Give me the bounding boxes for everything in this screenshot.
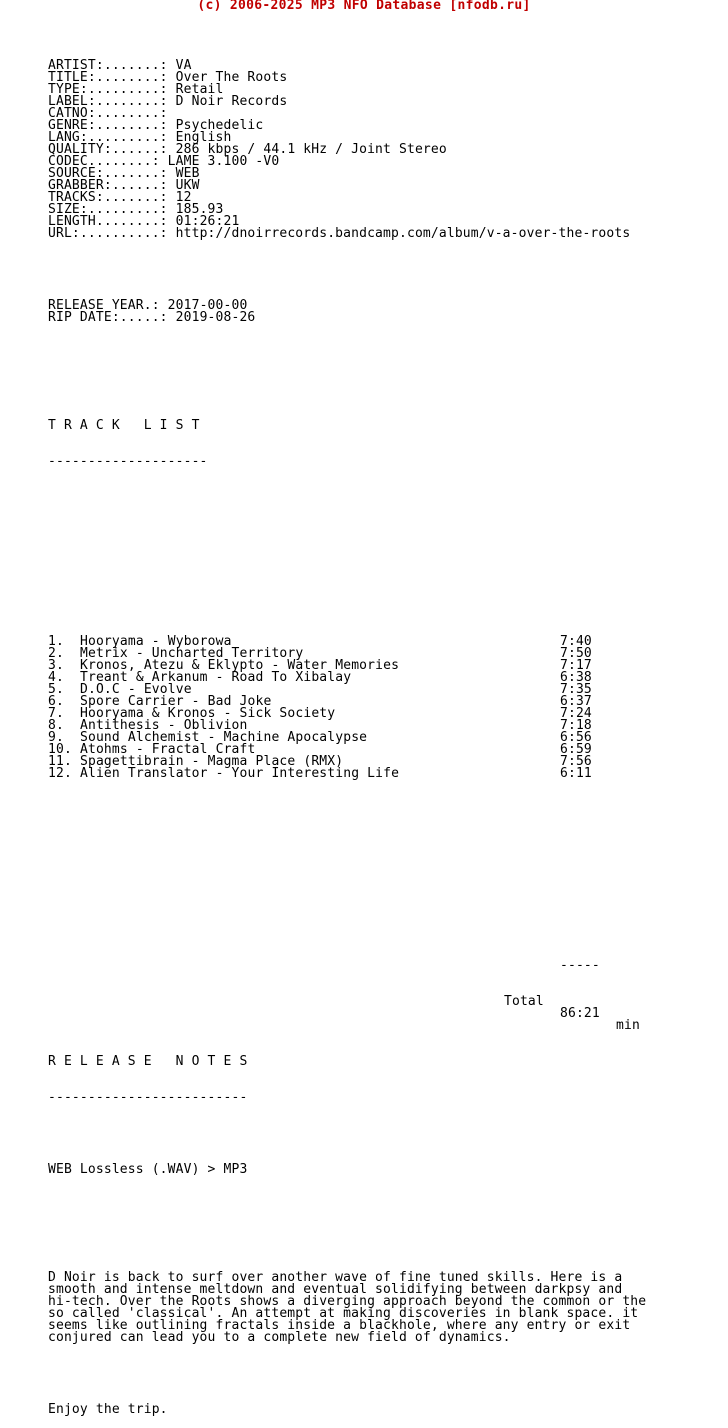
track-title: Spagettibrain - Magma Place (RMX) — [80, 754, 344, 769]
info-value: Over The Roots — [175, 70, 288, 85]
track-title: Antithesis - Oblivion — [80, 718, 248, 733]
info-row — [48, 228, 708, 240]
info-value: D Noir Records — [175, 94, 288, 109]
info-label: QUALITY:......: — [48, 142, 168, 157]
release-notes-underline: ------------------------- — [48, 1090, 248, 1105]
date-value: 2017-00-00 — [167, 298, 248, 313]
info-value: 185.93 — [175, 202, 224, 217]
info-value: UKW — [175, 178, 200, 193]
track-duration: 7:40 — [560, 634, 592, 649]
track-number: 10. — [48, 742, 72, 757]
notes-line: so called 'classical'. An attempt at making discoveries in blank space. it — [48, 1306, 639, 1321]
track-duration: 7:18 — [560, 718, 592, 733]
track-title: Treant & Arkanum - Road To Xibalay — [80, 670, 352, 685]
notes-line: smooth and intense meltdown and eventual solidifying between darkpsy and — [48, 1282, 623, 1297]
info-label: GRABBER:......: — [48, 178, 168, 193]
site-credit-header: (c) 2006-2025 MP3 NFO Database [nfodb.ru] — [197, 0, 531, 13]
info-value: 286 kbps / 44.1 kHz / Joint Stereo — [175, 142, 447, 157]
track-title: D.O.C - Evolve — [80, 682, 192, 697]
track-number: 5. — [48, 682, 64, 697]
track-title: Spore Carrier - Bad Joke — [80, 694, 272, 709]
track-number: 7. — [48, 706, 64, 721]
track-title: Alien Translator - Your Interesting Life — [80, 766, 400, 781]
info-label: SIZE:.........: — [48, 202, 168, 217]
info-value: LAME 3.100 -V0 — [167, 154, 280, 169]
track-duration: 6:37 — [560, 694, 592, 709]
release-notes-paragraph — [48, 1272, 708, 1344]
info-value: 12 — [175, 190, 192, 205]
tracklist-underline: -------------------- — [48, 454, 208, 469]
track-duration: 7:56 — [560, 754, 592, 769]
info-label: ARTIST:.......: — [48, 58, 168, 73]
date-label: RIP DATE:.....: — [48, 310, 168, 325]
info-label: TYPE:.........: — [48, 82, 168, 97]
info-value: 01:26:21 — [175, 214, 240, 229]
total-separator: ----- — [560, 958, 600, 973]
track-title: Metrix - Uncharted Territory — [80, 646, 304, 661]
info-label: TITLE:........: — [48, 70, 168, 85]
info-label: GENRE:........: — [48, 118, 168, 133]
track-title: Hooryama & Kronos - Sick Society — [80, 706, 336, 721]
info-label: LANG:.........: — [48, 130, 168, 145]
track-duration: 7:17 — [560, 658, 592, 673]
info-label: TRACKS:.......: — [48, 190, 168, 205]
info-label: CODEC........: — [48, 154, 160, 169]
info-label: LENGTH........: — [48, 214, 168, 229]
date-value: 2019-08-26 — [175, 310, 256, 325]
track-title: Sound Alchemist - Machine Apocalypse — [80, 730, 368, 745]
notes-line: hi-tech. Over the Roots shows a diverging approach beyond the common or the — [48, 1294, 647, 1309]
track-number: 3. — [48, 658, 64, 673]
track-list — [48, 636, 708, 780]
info-label: URL:..........: — [48, 226, 168, 241]
track-duration: 6:59 — [560, 742, 592, 757]
track-title: Atohms - Fractal Craft — [80, 742, 256, 757]
total-unit: min — [616, 1018, 640, 1033]
tracklist-heading: T R A C K L I S T — [48, 418, 200, 433]
track-title: Hooryama - Wyborowa — [80, 634, 232, 649]
track-number: 12. — [48, 766, 72, 781]
release-notes-heading: R E L E A S E N O T E S — [48, 1054, 248, 1069]
track-number: 8. — [48, 718, 64, 733]
format-line: WEB Lossless (.WAV) > MP3 — [48, 1162, 248, 1177]
track-number: 4. — [48, 670, 64, 685]
release-dates — [48, 300, 708, 324]
track-number: 1. — [48, 634, 64, 649]
track-number: 9. — [48, 730, 64, 745]
date-row — [48, 312, 708, 324]
track-number: 6. — [48, 694, 64, 709]
info-value: WEB — [175, 166, 200, 181]
track-number: 11. — [48, 754, 72, 769]
info-value: Retail — [175, 82, 224, 97]
info-value: VA — [175, 58, 192, 73]
track-duration: 6:11 — [560, 766, 592, 781]
track-row — [48, 768, 708, 780]
info-label: SOURCE:.......: — [48, 166, 168, 181]
notes-line: conjured can lead you to a complete new field of dynamics. — [48, 1330, 511, 1345]
total-label: Total — [504, 994, 544, 1009]
notes-line: seems like outlining fractals inside a blackhole, where any entry or exit — [48, 1318, 631, 1333]
track-title: Kronos, Atezu & Eklypto - Water Memories — [80, 658, 400, 673]
release-info — [48, 60, 708, 240]
info-value: English — [175, 130, 232, 145]
track-duration: 7:50 — [560, 646, 592, 661]
track-duration: 6:38 — [560, 670, 592, 685]
total-separator-row — [48, 948, 708, 973]
info-value: http://dnoirrecords.bandcamp.com/album/v-a-over-the-roots — [175, 226, 631, 241]
date-label: RELEASE YEAR.: — [48, 298, 160, 313]
info-value: Psychedelic — [175, 118, 264, 133]
nfo-text-block — [48, 36, 708, 1428]
closing-line: Enjoy the trip. — [48, 1402, 168, 1417]
total-value: 86:21 — [560, 1006, 600, 1021]
track-duration: 7:24 — [560, 706, 592, 721]
track-duration: 7:35 — [560, 682, 592, 697]
info-label: LABEL:........: — [48, 94, 168, 109]
track-duration: 6:56 — [560, 730, 592, 745]
track-number: 2. — [48, 646, 64, 661]
info-label: CATNO:........: — [48, 106, 168, 121]
total-row — [48, 984, 708, 1033]
notes-line: D Noir is back to surf over another wave of fine tuned skills. Here is a — [48, 1270, 623, 1285]
